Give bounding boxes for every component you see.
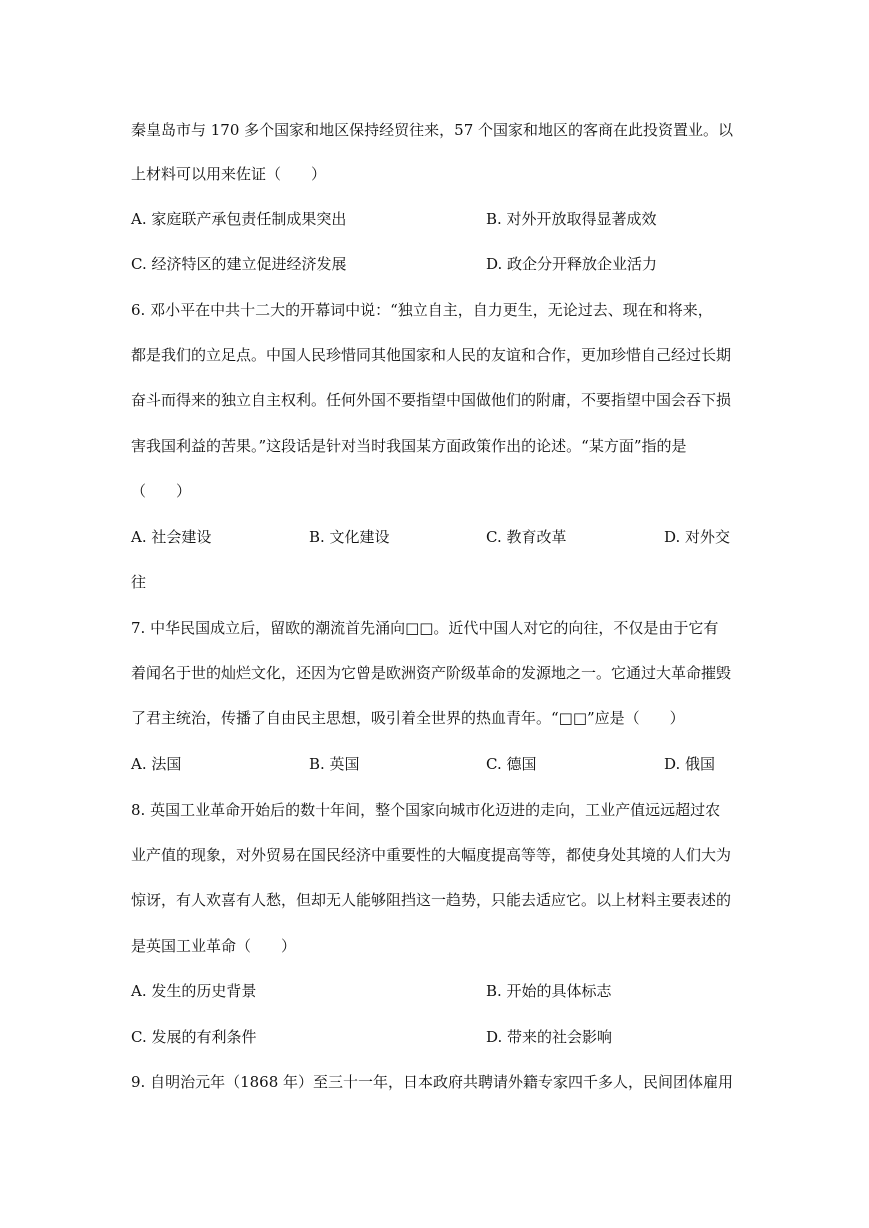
q5-stem-line-1: 秦皇岛市与 170 多个国家和地区保持经贸往来，57 个国家和地区的客商在此投资置业。以 xyxy=(131,121,734,139)
q8-option-d: D. 带来的社会影响 xyxy=(486,1028,613,1046)
q5-option-d: D. 政企分开释放企业活力 xyxy=(486,255,658,273)
q8-stem-line-1: 8. 英国工业革命开始后的数十年间，整个国家向城市化迈进的走向，工业产值远远超过农 xyxy=(131,801,721,819)
q8-stem-line-2: 业产值的现象，对外贸易在国民经济中重要性的大幅度提高等等，都使身处其境的人们大为 xyxy=(131,846,732,864)
q7-option-a: A. 法国 xyxy=(131,755,182,773)
q5-option-b: B. 对外开放取得显著成效 xyxy=(486,210,657,228)
q5-stem-line-2: 上材料可以用来佐证（ ） xyxy=(131,165,327,183)
q6-option-d-continuation: 往 xyxy=(131,573,147,591)
q7-option-c: C. 德国 xyxy=(486,755,537,773)
q9-stem-line-1: 9. 自明治元年（1868 年）至三十一年，日本政府共聘请外籍专家四千多人，民间团体雇用 xyxy=(131,1073,734,1091)
q7-stem-line-3: 了君主统治，传播了自由民主思想，吸引着全世界的热血青年。“□□”应是（ ） xyxy=(131,709,685,727)
q8-option-c: C. 发展的有利条件 xyxy=(131,1028,257,1046)
q6-stem-line-2: 都是我们的立足点。中国人民珍惜同其他国家和人民的友谊和合作，更加珍惜自己经过长期 xyxy=(131,346,732,364)
q6-stem-line-3: 奋斗而得来的独立自主权利。任何外国不要指望中国做他们的附庸，不要指望中国会吞下损 xyxy=(131,391,732,409)
q8-stem-line-4: 是英国工业革命（ ） xyxy=(131,937,297,955)
q6-option-d: D. 对外交 xyxy=(664,528,731,546)
q5-option-c: C. 经济特区的建立促进经济发展 xyxy=(131,255,347,273)
q8-option-b: B. 开始的具体标志 xyxy=(486,982,612,1000)
q6-stem-line-5: （ ） xyxy=(131,482,192,500)
q7-stem-line-1: 7. 中华民国成立后，留欧的潮流首先涌向□□。近代中国人对它的向往，不仅是由于它有 xyxy=(131,619,719,637)
q8-stem-line-3: 惊讶，有人欢喜有人愁，但却无人能够阻挡这一趋势，只能去适应它。以上材料主要表述的 xyxy=(131,891,732,909)
q7-stem-line-2: 着闻名于世的灿烂文化，还因为它曾是欧洲资产阶级革命的发源地之一。它通过大革命摧毁 xyxy=(131,664,732,682)
q6-option-c: C. 教育改革 xyxy=(486,528,567,546)
q6-option-b: B. 文化建设 xyxy=(309,528,390,546)
q8-option-a: A. 发生的历史背景 xyxy=(131,982,257,1000)
q7-option-b: B. 英国 xyxy=(309,755,360,773)
q6-stem-line-1: 6. 邓小平在中共十二大的开幕词中说：“独立自主，自力更生，无论过去、现在和将来， xyxy=(131,301,713,319)
q6-stem-line-4: 害我国利益的苦果。”这段话是针对当时我国某方面政策作出的论述。“某方面”指的是 xyxy=(131,437,687,455)
q6-option-a: A. 社会建设 xyxy=(131,528,212,546)
q7-option-d: D. 俄国 xyxy=(664,755,716,773)
q5-option-a: A. 家庭联产承包责任制成果突出 xyxy=(131,210,347,228)
